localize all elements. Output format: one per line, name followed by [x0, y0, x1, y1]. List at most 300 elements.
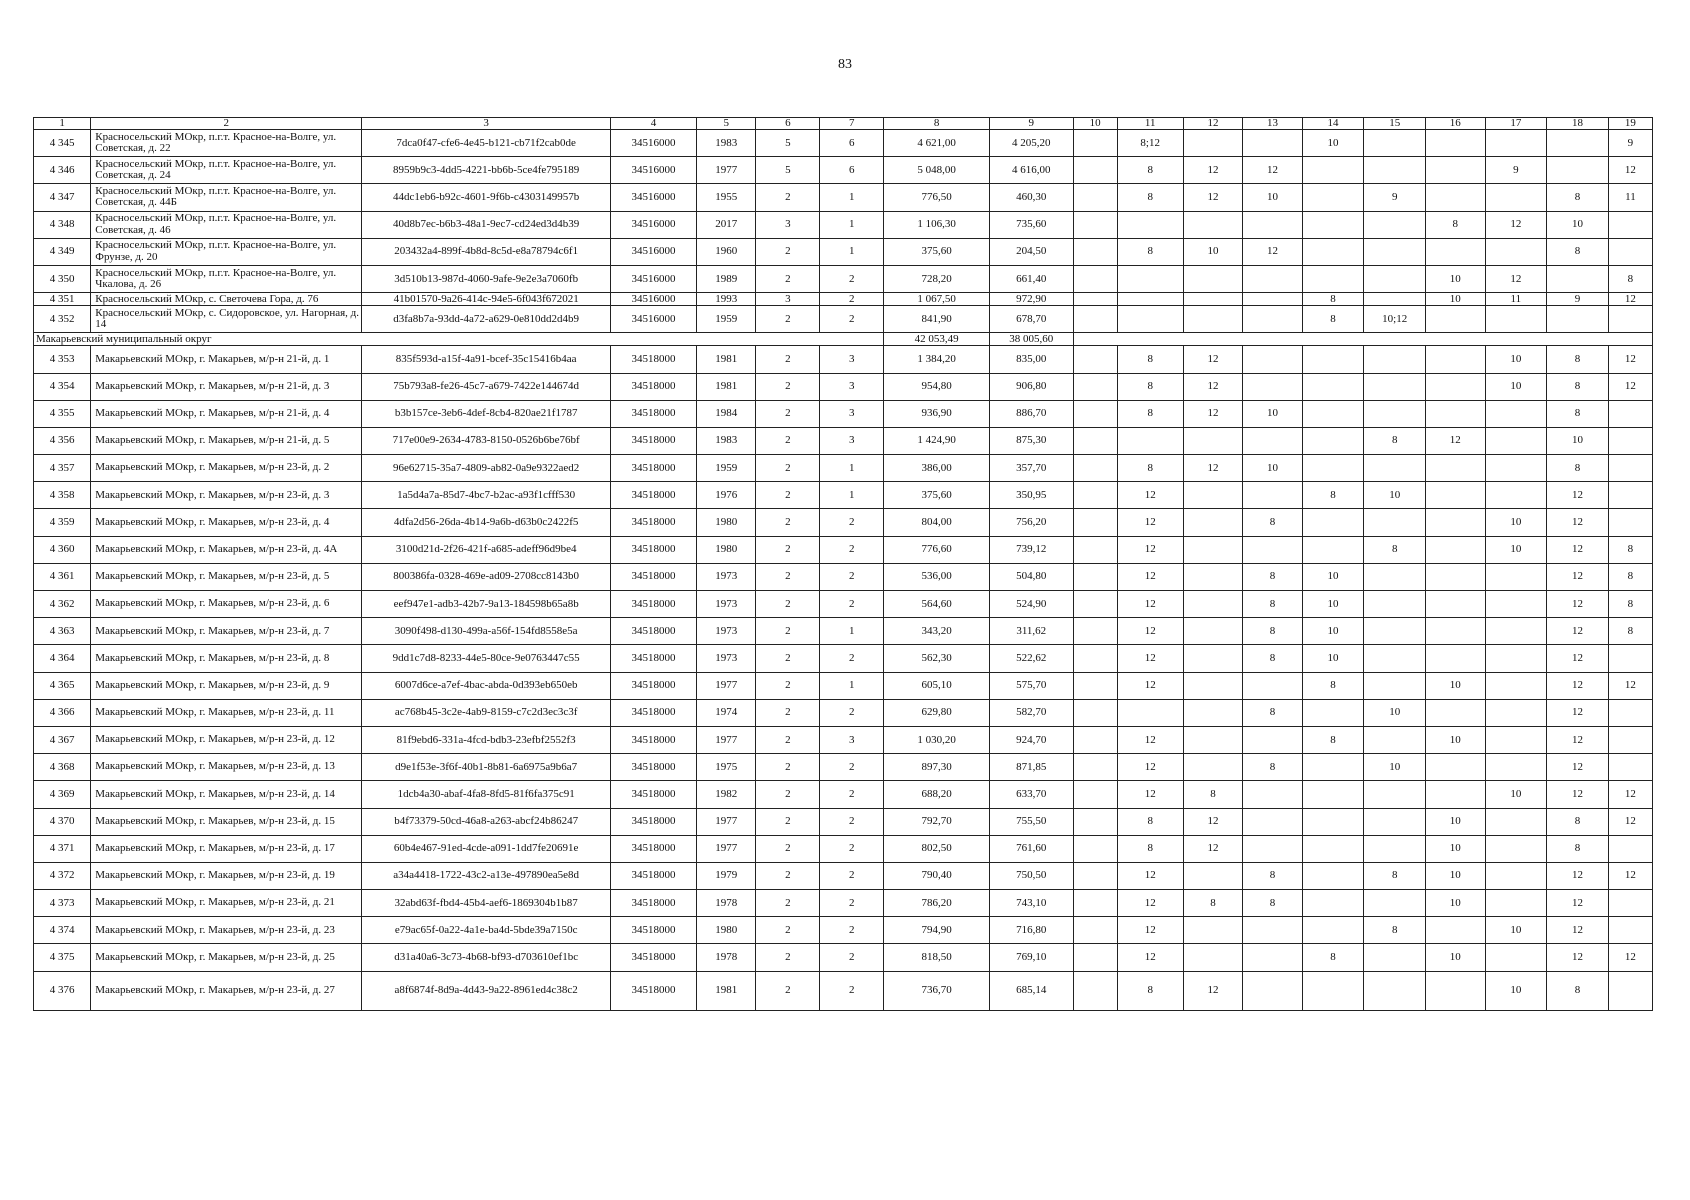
year-built: 1977: [696, 157, 755, 184]
work-column-17: [1485, 944, 1547, 971]
address: Макарьевский МОкр, г. Макарьев, м/р-н 23-й, д. 6: [91, 591, 362, 618]
work-column-15: 8: [1364, 427, 1426, 454]
work-column-18: 10: [1547, 211, 1609, 238]
work-column-12: 12: [1183, 971, 1242, 1010]
work-column-19: [1608, 971, 1652, 1010]
work-column-19: [1608, 726, 1652, 753]
group-total-area: 42 053,49: [884, 333, 990, 346]
year-built: 1980: [696, 509, 755, 536]
work-column-15: [1364, 944, 1426, 971]
total-area: 897,30: [884, 754, 990, 781]
work-column-15: [1364, 591, 1426, 618]
entrances: 1: [820, 238, 884, 265]
living-area: 685,14: [989, 971, 1073, 1010]
total-area: 954,80: [884, 373, 990, 400]
work-column-10: [1073, 509, 1117, 536]
work-column-12: [1183, 563, 1242, 590]
work-column-17: 10: [1485, 971, 1547, 1010]
table-row: [34, 184, 1653, 211]
work-column-16: [1426, 699, 1485, 726]
work-column-16: [1426, 400, 1485, 427]
work-column-17: 11: [1485, 293, 1547, 306]
work-column-17: [1485, 427, 1547, 454]
work-column-19: 12: [1608, 672, 1652, 699]
table-row: [34, 130, 1653, 157]
work-column-11: 12: [1117, 672, 1183, 699]
work-column-17: [1485, 591, 1547, 618]
work-column-13: [1243, 536, 1302, 563]
work-column-15: 10;12: [1364, 306, 1426, 333]
row-number: 4 358: [34, 482, 91, 509]
house-guid: 96e62715-35a7-4809-ab82-0a9e9322aed2: [362, 455, 611, 482]
work-column-10: [1073, 536, 1117, 563]
table-row: [34, 591, 1653, 618]
work-column-11: 12: [1117, 482, 1183, 509]
work-column-12: [1183, 293, 1242, 306]
living-area: 886,70: [989, 400, 1073, 427]
work-column-18: [1547, 130, 1609, 157]
living-area: 761,60: [989, 835, 1073, 862]
row-number: 4 347: [34, 184, 91, 211]
entrances: 2: [820, 862, 884, 889]
work-column-13: [1243, 265, 1302, 292]
work-column-14: [1302, 971, 1364, 1010]
work-column-10: [1073, 971, 1117, 1010]
living-area: 678,70: [989, 306, 1073, 333]
work-column-11: 8: [1117, 373, 1183, 400]
work-column-14: 10: [1302, 645, 1364, 672]
work-column-18: 12: [1547, 482, 1609, 509]
oktmo-code: 34516000: [611, 130, 697, 157]
house-guid: 32abd63f-fbd4-45b4-aef6-1869304b1b87: [362, 890, 611, 917]
entrances: 1: [820, 672, 884, 699]
work-column-15: [1364, 672, 1426, 699]
row-number: 4 367: [34, 726, 91, 753]
total-area: 728,20: [884, 265, 990, 292]
total-area: 1 384,20: [884, 346, 990, 373]
floors: 2: [756, 835, 820, 862]
work-column-13: [1243, 293, 1302, 306]
work-column-18: 12: [1547, 862, 1609, 889]
work-column-18: 12: [1547, 890, 1609, 917]
work-column-11: 8: [1117, 184, 1183, 211]
floors: 2: [756, 427, 820, 454]
work-column-15: [1364, 293, 1426, 306]
work-column-18: 8: [1547, 373, 1609, 400]
column-header: 7: [820, 118, 884, 130]
year-built: 1983: [696, 427, 755, 454]
total-area: 4 621,00: [884, 130, 990, 157]
work-column-15: [1364, 781, 1426, 808]
year-built: 1973: [696, 563, 755, 590]
work-column-12: [1183, 427, 1242, 454]
living-area: 460,30: [989, 184, 1073, 211]
work-column-13: 8: [1243, 509, 1302, 536]
year-built: 1981: [696, 971, 755, 1010]
total-area: 936,90: [884, 400, 990, 427]
work-column-14: 8: [1302, 293, 1364, 306]
address: Макарьевский МОкр, г. Макарьев, м/р-н 23-й, д. 3: [91, 482, 362, 509]
work-column-13: [1243, 427, 1302, 454]
work-column-18: [1547, 157, 1609, 184]
work-column-14: 10: [1302, 591, 1364, 618]
work-column-18: 8: [1547, 835, 1609, 862]
work-column-12: [1183, 509, 1242, 536]
oktmo-code: 34518000: [611, 618, 697, 645]
house-guid: d31a40a6-3c73-4b68-bf93-d703610ef1bc: [362, 944, 611, 971]
row-number: 4 374: [34, 917, 91, 944]
work-column-15: [1364, 509, 1426, 536]
address: Макарьевский МОкр, г. Макарьев, м/р-н 23-й, д. 7: [91, 618, 362, 645]
work-column-15: 8: [1364, 862, 1426, 889]
work-column-13: [1243, 917, 1302, 944]
floors: 2: [756, 862, 820, 889]
living-area: 716,80: [989, 917, 1073, 944]
work-column-13: 8: [1243, 862, 1302, 889]
work-column-17: [1485, 726, 1547, 753]
work-column-10: [1073, 862, 1117, 889]
work-column-10: [1073, 726, 1117, 753]
work-column-19: 12: [1608, 346, 1652, 373]
year-built: 1977: [696, 726, 755, 753]
work-column-19: 8: [1608, 618, 1652, 645]
work-column-15: [1364, 645, 1426, 672]
column-header: 15: [1364, 118, 1426, 130]
entrances: 1: [820, 618, 884, 645]
work-column-13: [1243, 346, 1302, 373]
work-column-14: [1302, 509, 1364, 536]
total-area: 605,10: [884, 672, 990, 699]
floors: 2: [756, 618, 820, 645]
work-column-12: 12: [1183, 455, 1242, 482]
work-column-12: [1183, 211, 1242, 238]
table-row: [34, 726, 1653, 753]
work-column-17: 10: [1485, 781, 1547, 808]
work-column-11: [1117, 427, 1183, 454]
oktmo-code: 34516000: [611, 184, 697, 211]
row-number: 4 352: [34, 306, 91, 333]
work-column-12: 8: [1183, 890, 1242, 917]
work-column-16: [1426, 645, 1485, 672]
column-header: 8: [884, 118, 990, 130]
year-built: 2017: [696, 211, 755, 238]
house-guid: 75b793a8-fe26-45c7-a679-7422e144674d: [362, 373, 611, 400]
oktmo-code: 34518000: [611, 672, 697, 699]
year-built: 1977: [696, 835, 755, 862]
work-column-18: 8: [1547, 808, 1609, 835]
year-built: 1976: [696, 482, 755, 509]
work-column-10: [1073, 455, 1117, 482]
address: Красносельский МОкр, с. Светочева Гора, д. 76: [91, 293, 362, 306]
house-guid: ac768b45-3c2e-4ab9-8159-c7c2d3ec3c3f: [362, 699, 611, 726]
address: Макарьевский МОкр, г. Макарьев, м/р-н 23-й, д. 19: [91, 862, 362, 889]
floors: 2: [756, 754, 820, 781]
total-area: 794,90: [884, 917, 990, 944]
column-header: 4: [611, 118, 697, 130]
work-column-13: [1243, 211, 1302, 238]
entrances: 3: [820, 400, 884, 427]
living-area: 743,10: [989, 890, 1073, 917]
work-column-11: 12: [1117, 645, 1183, 672]
year-built: 1975: [696, 754, 755, 781]
oktmo-code: 34518000: [611, 536, 697, 563]
work-column-18: 12: [1547, 917, 1609, 944]
work-column-16: 10: [1426, 808, 1485, 835]
total-area: 841,90: [884, 306, 990, 333]
work-column-15: 10: [1364, 482, 1426, 509]
work-column-16: [1426, 157, 1485, 184]
work-column-10: [1073, 293, 1117, 306]
oktmo-code: 34518000: [611, 645, 697, 672]
work-column-14: [1302, 835, 1364, 862]
work-column-10: [1073, 917, 1117, 944]
house-guid: a8f6874f-8d9a-4d43-9a22-8961ed4c38c2: [362, 971, 611, 1010]
total-area: 736,70: [884, 971, 990, 1010]
work-column-19: 8: [1608, 591, 1652, 618]
work-column-12: [1183, 862, 1242, 889]
work-column-18: [1547, 265, 1609, 292]
oktmo-code: 34518000: [611, 917, 697, 944]
work-column-15: [1364, 563, 1426, 590]
work-column-14: [1302, 455, 1364, 482]
floors: 5: [756, 157, 820, 184]
work-column-11: 12: [1117, 890, 1183, 917]
entrances: 1: [820, 482, 884, 509]
work-column-16: 10: [1426, 672, 1485, 699]
floors: 2: [756, 455, 820, 482]
work-column-13: 10: [1243, 184, 1302, 211]
total-area: 536,00: [884, 563, 990, 590]
living-area: 350,95: [989, 482, 1073, 509]
total-area: 629,80: [884, 699, 990, 726]
work-column-13: [1243, 373, 1302, 400]
work-column-13: [1243, 482, 1302, 509]
year-built: 1989: [696, 265, 755, 292]
row-number: 4 348: [34, 211, 91, 238]
work-column-12: [1183, 130, 1242, 157]
work-column-17: 12: [1485, 211, 1547, 238]
address: Красносельский МОкр, п.г.т. Красное-на-Волге, ул. Фрунзе, д. 20: [91, 238, 362, 265]
floors: 2: [756, 944, 820, 971]
house-guid: 3d510b13-987d-4060-9afe-9e2e3a7060fb: [362, 265, 611, 292]
work-column-12: [1183, 536, 1242, 563]
house-guid: 41b01570-9a26-414c-94e5-6f043f672021: [362, 293, 611, 306]
work-column-19: 12: [1608, 862, 1652, 889]
group-label: Макарьевский муниципальный округ: [34, 333, 884, 346]
column-header: 10: [1073, 118, 1117, 130]
floors: 2: [756, 373, 820, 400]
table-row: [34, 781, 1653, 808]
work-column-14: 8: [1302, 482, 1364, 509]
oktmo-code: 34518000: [611, 427, 697, 454]
work-column-15: 8: [1364, 536, 1426, 563]
total-area: 802,50: [884, 835, 990, 862]
work-column-12: [1183, 265, 1242, 292]
floors: 5: [756, 130, 820, 157]
address: Макарьевский МОкр, г. Макарьев, м/р-н 23-й, д. 4: [91, 509, 362, 536]
work-column-15: [1364, 130, 1426, 157]
entrances: 1: [820, 184, 884, 211]
row-number: 4 368: [34, 754, 91, 781]
row-number: 4 345: [34, 130, 91, 157]
work-column-13: 12: [1243, 238, 1302, 265]
house-guid: 1a5d4a7a-85d7-4bc7-b2ac-a93f1cfff530: [362, 482, 611, 509]
entrances: 3: [820, 726, 884, 753]
work-column-14: 8: [1302, 306, 1364, 333]
work-column-14: 8: [1302, 726, 1364, 753]
address: Макарьевский МОкр, г. Макарьев, м/р-н 21-й, д. 5: [91, 427, 362, 454]
entrances: 1: [820, 211, 884, 238]
row-number: 4 376: [34, 971, 91, 1010]
row-number: 4 350: [34, 265, 91, 292]
floors: 3: [756, 293, 820, 306]
work-column-10: [1073, 563, 1117, 590]
work-column-12: [1183, 306, 1242, 333]
row-number: 4 355: [34, 400, 91, 427]
floors: 2: [756, 238, 820, 265]
work-column-15: [1364, 373, 1426, 400]
work-column-19: [1608, 754, 1652, 781]
work-column-18: 10: [1547, 427, 1609, 454]
work-column-12: 10: [1183, 238, 1242, 265]
work-column-18: 12: [1547, 781, 1609, 808]
entrances: 2: [820, 699, 884, 726]
year-built: 1980: [696, 536, 755, 563]
year-built: 1977: [696, 672, 755, 699]
total-area: 1 067,50: [884, 293, 990, 306]
work-column-13: [1243, 808, 1302, 835]
work-column-19: [1608, 482, 1652, 509]
total-area: 818,50: [884, 944, 990, 971]
living-area: 357,70: [989, 455, 1073, 482]
work-column-14: 10: [1302, 130, 1364, 157]
column-header: 5: [696, 118, 755, 130]
work-column-15: [1364, 890, 1426, 917]
work-column-12: [1183, 672, 1242, 699]
row-number: 4 357: [34, 455, 91, 482]
address: Красносельский МОкр, п.г.т. Красное-на-Волге, ул. Чкалова, д. 26: [91, 265, 362, 292]
row-number: 4 364: [34, 645, 91, 672]
oktmo-code: 34518000: [611, 400, 697, 427]
work-column-17: 10: [1485, 536, 1547, 563]
table-row: [34, 563, 1653, 590]
house-guid: b3b157ce-3eb6-4def-8cb4-820ae21f1787: [362, 400, 611, 427]
year-built: 1977: [696, 808, 755, 835]
work-column-19: 12: [1608, 944, 1652, 971]
work-column-11: 12: [1117, 563, 1183, 590]
row-number: 4 370: [34, 808, 91, 835]
work-column-10: [1073, 835, 1117, 862]
oktmo-code: 34516000: [611, 306, 697, 333]
oktmo-code: 34518000: [611, 754, 697, 781]
work-column-18: 8: [1547, 971, 1609, 1010]
year-built: 1973: [696, 645, 755, 672]
oktmo-code: 34516000: [611, 265, 697, 292]
work-column-11: 8: [1117, 238, 1183, 265]
oktmo-code: 34518000: [611, 781, 697, 808]
work-column-16: 10: [1426, 726, 1485, 753]
total-area: 1 424,90: [884, 427, 990, 454]
group-empty-cell: [1073, 333, 1652, 346]
work-column-12: 8: [1183, 781, 1242, 808]
row-number: 4 375: [34, 944, 91, 971]
living-area: 311,62: [989, 618, 1073, 645]
table-row: [34, 699, 1653, 726]
table-row: [34, 306, 1653, 333]
work-column-16: 10: [1426, 862, 1485, 889]
work-column-19: [1608, 917, 1652, 944]
work-column-11: 12: [1117, 917, 1183, 944]
total-area: 790,40: [884, 862, 990, 889]
table-row: [34, 482, 1653, 509]
address: Макарьевский МОкр, г. Макарьев, м/р-н 23-й, д. 2: [91, 455, 362, 482]
address: Макарьевский МОкр, г. Макарьев, м/р-н 23-й, д. 8: [91, 645, 362, 672]
house-guid: 717e00e9-2634-4783-8150-0526b6be76bf: [362, 427, 611, 454]
floors: 2: [756, 672, 820, 699]
table-row: [34, 346, 1653, 373]
work-column-17: [1485, 699, 1547, 726]
work-column-17: [1485, 835, 1547, 862]
house-guid: 60b4e467-91ed-4cde-a091-1dd7fe20691e: [362, 835, 611, 862]
living-area: 4 616,00: [989, 157, 1073, 184]
work-column-19: 12: [1608, 781, 1652, 808]
work-column-19: 11: [1608, 184, 1652, 211]
floors: 2: [756, 184, 820, 211]
oktmo-code: 34518000: [611, 835, 697, 862]
work-column-19: [1608, 306, 1652, 333]
work-column-13: 8: [1243, 618, 1302, 645]
work-column-19: 8: [1608, 265, 1652, 292]
work-column-18: 12: [1547, 509, 1609, 536]
work-column-12: 12: [1183, 346, 1242, 373]
row-number: 4 371: [34, 835, 91, 862]
work-column-18: 12: [1547, 536, 1609, 563]
address: Макарьевский МОкр, г. Макарьев, м/р-н 23-й, д. 9: [91, 672, 362, 699]
column-header: 12: [1183, 118, 1242, 130]
oktmo-code: 34516000: [611, 238, 697, 265]
floors: 2: [756, 890, 820, 917]
work-column-11: 8: [1117, 157, 1183, 184]
work-column-16: [1426, 455, 1485, 482]
year-built: 1983: [696, 130, 755, 157]
house-guid: d9e1f53e-3f6f-40b1-8b81-6a6975a9b6a7: [362, 754, 611, 781]
work-column-17: [1485, 400, 1547, 427]
table-row: [34, 862, 1653, 889]
total-area: 688,20: [884, 781, 990, 808]
work-column-18: 12: [1547, 563, 1609, 590]
work-column-17: 10: [1485, 373, 1547, 400]
living-area: 972,90: [989, 293, 1073, 306]
work-column-10: [1073, 427, 1117, 454]
work-column-11: 8: [1117, 808, 1183, 835]
floors: 2: [756, 482, 820, 509]
work-column-14: 8: [1302, 944, 1364, 971]
work-column-13: 8: [1243, 699, 1302, 726]
work-column-16: [1426, 306, 1485, 333]
column-header: 11: [1117, 118, 1183, 130]
work-column-18: 9: [1547, 293, 1609, 306]
year-built: 1981: [696, 373, 755, 400]
house-guid: 1dcb4a30-abaf-4fa8-8fd5-81f6fa375c91: [362, 781, 611, 808]
work-column-18: [1547, 306, 1609, 333]
work-column-16: 10: [1426, 944, 1485, 971]
floors: 2: [756, 346, 820, 373]
work-column-17: 10: [1485, 509, 1547, 536]
work-column-12: 12: [1183, 184, 1242, 211]
oktmo-code: 34518000: [611, 455, 697, 482]
work-column-12: 12: [1183, 157, 1242, 184]
house-guid: d3fa8b7a-93dd-4a72-a629-0e810dd2d4b9: [362, 306, 611, 333]
